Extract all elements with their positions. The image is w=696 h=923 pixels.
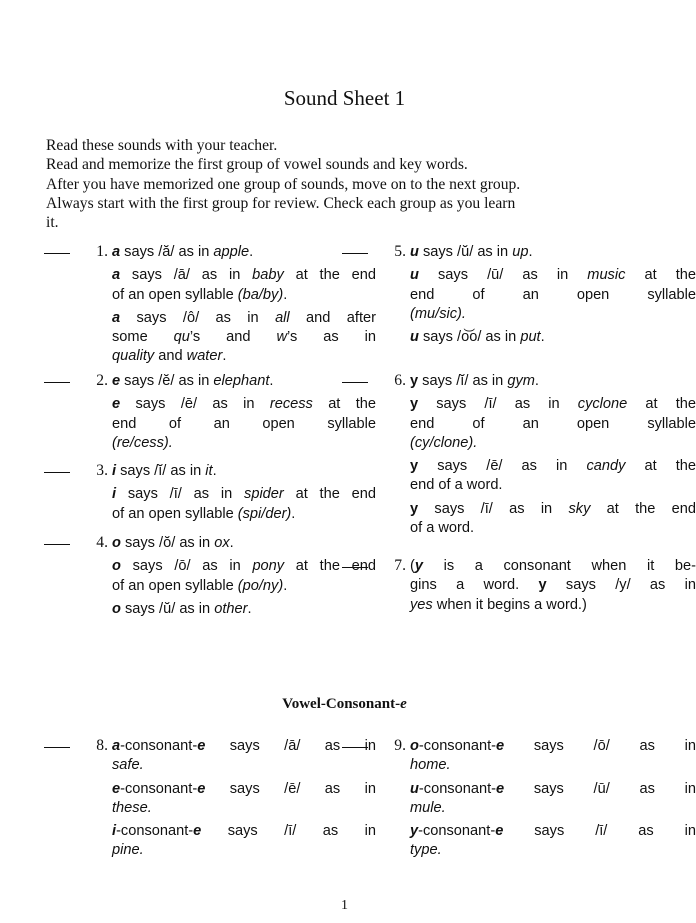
emphasized-text: e <box>496 780 505 797</box>
text-run: of an open syllable <box>112 577 238 594</box>
text-run: says /ō/ as in <box>504 738 696 754</box>
emphasized-text: e <box>197 738 206 754</box>
text-run: -consonant- <box>418 738 496 754</box>
text-run: says /ŭ/ as in <box>120 600 215 617</box>
emphasized-text: apple <box>213 244 250 260</box>
emphasized-text: candy <box>586 458 626 475</box>
section-heading-text: Vowel-Consonant- <box>282 696 401 712</box>
emphasized-text: o <box>410 738 419 754</box>
emphasized-text: safe. <box>112 757 144 774</box>
text-run: says /ī/ as in <box>116 486 245 503</box>
sound-rule <box>410 372 696 391</box>
emphasized-text: y <box>410 500 419 517</box>
text-line <box>112 395 376 414</box>
text-run: . <box>222 348 227 365</box>
emphasized-text: a <box>112 267 121 284</box>
emphasized-text: u <box>410 244 419 260</box>
text-line <box>112 462 376 481</box>
text-run: says /ŭ/ as in <box>418 244 513 260</box>
text-run: end of a word. <box>410 477 503 494</box>
item-text <box>112 462 376 528</box>
emphasized-text: e <box>112 780 121 797</box>
text-run: at the <box>312 396 376 413</box>
text-line <box>112 266 376 285</box>
text-line <box>112 434 376 453</box>
item-number: 2. <box>96 372 108 389</box>
text-line <box>410 822 696 841</box>
emphasized-text: up <box>512 244 529 260</box>
text-run: at the <box>625 267 696 284</box>
sound-rule <box>410 457 696 496</box>
text-line <box>410 395 696 414</box>
text-line <box>112 600 376 619</box>
text-line <box>410 841 696 860</box>
text-line <box>410 476 696 495</box>
emphasized-text: cyclone <box>577 396 628 413</box>
text-run: -consonant- <box>120 738 198 754</box>
text-line <box>112 328 376 347</box>
text-line <box>112 485 376 504</box>
text-run: at the <box>627 396 696 413</box>
text-run: says /ô/ as in <box>120 309 276 326</box>
text-run: says /ĭ/ as in <box>116 463 206 479</box>
item-text <box>410 737 696 865</box>
emphasized-text: recess <box>269 396 313 413</box>
text-run: of an open syllable <box>112 505 238 522</box>
emphasized-text: w <box>276 329 287 346</box>
text-run: at the end <box>284 558 376 575</box>
text-line <box>112 372 376 391</box>
text-line <box>410 557 696 576</box>
item-number: 6. <box>394 372 406 389</box>
sound-rule <box>410 780 696 819</box>
emphasized-text: all <box>275 309 290 326</box>
text-run: gins a word. <box>410 577 539 594</box>
text-run: says /ĭ/ as in <box>418 373 508 389</box>
emphasized-text: ox <box>214 535 230 551</box>
item-text <box>112 534 376 623</box>
emphasized-text: a <box>112 738 121 754</box>
check-blank <box>342 747 368 748</box>
text-line <box>410 737 696 756</box>
emphasized-text: i <box>112 486 117 503</box>
emphasized-text: y <box>410 458 419 475</box>
emphasized-text: a <box>112 244 121 260</box>
text-run: . <box>534 373 539 389</box>
text-run: -consonant- <box>418 823 496 840</box>
item-number: 1. <box>96 243 108 260</box>
sound-rule <box>112 600 376 619</box>
item-number: 9. <box>394 737 406 754</box>
text-run: is a consonant when it be- <box>423 558 696 574</box>
text-line <box>410 434 696 453</box>
emphasized-text: e <box>495 823 504 840</box>
text-run: ’s and <box>189 329 277 346</box>
text-run: some <box>112 329 174 346</box>
emphasized-text: gym <box>507 373 535 389</box>
text-run: -consonant- <box>418 780 496 797</box>
sound-rule <box>112 534 376 553</box>
sound-rule <box>410 500 696 539</box>
text-run: . <box>291 505 296 522</box>
text-line <box>112 347 376 366</box>
text-run: ( <box>410 558 415 574</box>
emphasized-text: e <box>112 373 121 389</box>
check-blank <box>342 253 368 254</box>
text-run: . <box>269 373 274 389</box>
text-line <box>112 737 376 756</box>
sound-rule <box>112 309 376 367</box>
text-run: . <box>283 577 288 594</box>
text-run: says /ē/ as in <box>205 780 376 797</box>
text-run: . <box>540 329 545 346</box>
sound-rule <box>112 822 376 861</box>
text-run: says /ī/ as in <box>418 396 578 413</box>
check-blank <box>342 382 368 383</box>
emphasized-text: y <box>414 558 423 574</box>
emphasized-text: y <box>410 396 419 413</box>
text-run: says /ū/ as in <box>504 780 696 797</box>
instruction-line: Read and memorize the first group of vowel sounds and key words. <box>46 156 468 174</box>
text-run: and after <box>289 309 376 326</box>
text-line <box>410 596 696 615</box>
text-run: . <box>283 286 288 303</box>
check-blank <box>44 472 70 473</box>
text-line <box>112 841 376 860</box>
emphasized-text: (re/cess). <box>112 434 173 451</box>
emphasized-text: i <box>112 823 117 840</box>
sound-rule <box>112 395 376 453</box>
sound-rule <box>112 372 376 391</box>
emphasized-text: put <box>520 329 541 346</box>
text-line <box>410 756 696 775</box>
emphasized-text: (ba/by) <box>237 286 284 303</box>
sound-rule <box>410 243 696 262</box>
text-run: says /ō/ as in <box>120 558 253 575</box>
text-line <box>112 577 376 596</box>
instruction-line: Read these sounds with your teacher. <box>46 137 278 154</box>
instruction-line: it. <box>46 214 59 232</box>
emphasized-text: pony <box>252 558 285 575</box>
text-line <box>112 505 376 524</box>
emphasized-text: e <box>496 738 505 754</box>
emphasized-text: baby <box>252 267 284 284</box>
emphasized-text: e <box>197 780 206 797</box>
emphasized-text: (spi/der) <box>237 505 292 522</box>
emphasized-text: (po/ny) <box>237 577 284 594</box>
text-run: . <box>229 535 234 551</box>
emphasized-text: pine. <box>112 842 144 859</box>
emphasized-text: (mu/sic). <box>410 305 466 322</box>
text-line <box>410 519 696 538</box>
text-line <box>410 328 696 347</box>
emphasized-text: u <box>410 329 419 346</box>
emphasized-text: y <box>410 373 419 389</box>
text-run: . <box>212 463 217 479</box>
emphasized-text: home. <box>410 757 451 774</box>
text-run: -consonant- <box>116 823 194 840</box>
text-line <box>410 243 696 262</box>
item-number: 7. <box>394 557 406 574</box>
text-line <box>112 243 376 262</box>
text-run: at the <box>625 458 696 475</box>
emphasized-text: o <box>112 535 121 551</box>
text-run: says /o͝o/ as in <box>418 329 521 346</box>
section-heading <box>0 696 689 713</box>
emphasized-text: a <box>112 309 121 326</box>
item-text <box>410 557 696 619</box>
emphasized-text: water <box>186 348 223 365</box>
emphasized-text: music <box>587 267 626 284</box>
text-run: when it begins a word.) <box>432 596 587 613</box>
sound-rule <box>112 485 376 524</box>
emphasized-text: o <box>112 558 121 575</box>
emphasized-text: i <box>112 463 117 479</box>
item-text <box>410 372 696 542</box>
emphasized-text: e <box>112 396 121 413</box>
text-line <box>112 780 376 799</box>
item-number: 8. <box>96 737 108 754</box>
text-run: at the end <box>283 267 376 284</box>
item-text <box>112 737 376 865</box>
emphasized-text: these. <box>112 799 152 816</box>
text-run: . <box>249 244 254 260</box>
text-line <box>410 286 696 305</box>
text-line <box>410 780 696 799</box>
text-run: says /y/ as in <box>546 577 696 594</box>
emphasized-text: mule. <box>410 799 446 816</box>
emphasized-text: yes <box>410 596 433 613</box>
sound-rule <box>410 822 696 861</box>
item-number: 5. <box>394 243 406 260</box>
sound-rule <box>410 266 696 324</box>
item-number: 4. <box>96 534 108 551</box>
text-run: at the end <box>590 500 696 517</box>
text-run: says /ī/ as in <box>503 823 696 840</box>
text-run: says /ē/ as in <box>120 396 270 413</box>
emphasized-text: u <box>410 780 419 797</box>
sound-rule <box>410 395 696 453</box>
page-title: Sound Sheet 1 <box>283 86 406 110</box>
item-text <box>112 243 376 371</box>
page-number: 1 <box>341 898 348 913</box>
emphasized-text: spider <box>244 486 284 503</box>
text-run: at the end <box>283 486 376 503</box>
emphasized-text: o <box>112 600 121 617</box>
text-run: of a word. <box>410 520 475 537</box>
emphasized-text: y <box>410 823 419 840</box>
instruction-line: After you have memorized one group of sounds, move on to the next group. <box>46 175 521 193</box>
emphasized-text: sky <box>568 500 591 517</box>
text-run: -consonant- <box>120 780 198 797</box>
text-run: end of an open syllable <box>410 286 696 303</box>
sound-rule <box>112 266 376 305</box>
instruction-line: Always start with the first group for review. Check each group as you learn <box>46 194 516 212</box>
check-blank <box>44 382 70 383</box>
sound-rule <box>112 243 376 262</box>
check-blank <box>342 567 368 568</box>
emphasized-text: type. <box>410 842 442 859</box>
text-run: . <box>247 600 252 617</box>
text-run: . <box>528 244 533 260</box>
item-number: 3. <box>96 462 108 479</box>
sound-rule <box>410 328 696 347</box>
text-run: end of an open syllable <box>112 415 376 432</box>
text-line <box>112 557 376 576</box>
text-line <box>410 576 696 595</box>
text-line <box>410 500 696 519</box>
sound-rule <box>410 737 696 776</box>
check-blank <box>44 747 70 748</box>
text-line <box>112 286 376 305</box>
text-line <box>112 799 376 818</box>
sound-rule <box>410 557 696 615</box>
text-line <box>410 457 696 476</box>
text-line <box>112 756 376 775</box>
text-run: end of an open syllable <box>410 415 696 432</box>
text-run: says /ē/ as in <box>418 458 587 475</box>
emphasized-text: (cy/clone). <box>410 434 478 451</box>
emphasized-text: y <box>538 577 547 594</box>
section-heading-em: e <box>400 696 407 712</box>
text-run: says /ū/ as in <box>418 267 588 284</box>
text-line <box>410 415 696 434</box>
text-run: says /ā/ as in <box>205 738 376 754</box>
text-line <box>112 415 376 434</box>
sound-rule <box>112 557 376 596</box>
text-run: and <box>154 348 187 365</box>
text-run: says /ă/ as in <box>120 244 214 260</box>
text-line <box>112 534 376 553</box>
check-blank <box>44 544 70 545</box>
text-run: says /ĕ/ as in <box>120 373 214 389</box>
emphasized-text: quality <box>112 348 155 365</box>
text-line <box>410 305 696 324</box>
text-run: ’s as in <box>287 329 376 346</box>
instructions <box>46 136 646 232</box>
text-run: says /ŏ/ as in <box>120 535 215 551</box>
text-run: says /ī/ as in <box>418 500 569 517</box>
sound-rule <box>112 780 376 819</box>
text-line <box>410 799 696 818</box>
check-blank <box>44 253 70 254</box>
text-run: of an open syllable <box>112 286 238 303</box>
emphasized-text: other <box>214 600 248 617</box>
sound-rule <box>112 737 376 776</box>
emphasized-text: qu <box>173 329 190 346</box>
emphasized-text: elephant <box>213 373 270 389</box>
text-line <box>410 266 696 285</box>
text-run: says /ā/ as in <box>120 267 253 284</box>
item-text <box>112 372 376 457</box>
text-run: says /ī/ as in <box>201 823 376 840</box>
emphasized-text: it <box>205 463 213 479</box>
text-line <box>410 372 696 391</box>
sound-rule <box>112 462 376 481</box>
text-line <box>112 822 376 841</box>
emphasized-text: u <box>410 267 419 284</box>
text-line <box>112 309 376 328</box>
item-text <box>410 243 696 351</box>
emphasized-text: e <box>193 823 202 840</box>
